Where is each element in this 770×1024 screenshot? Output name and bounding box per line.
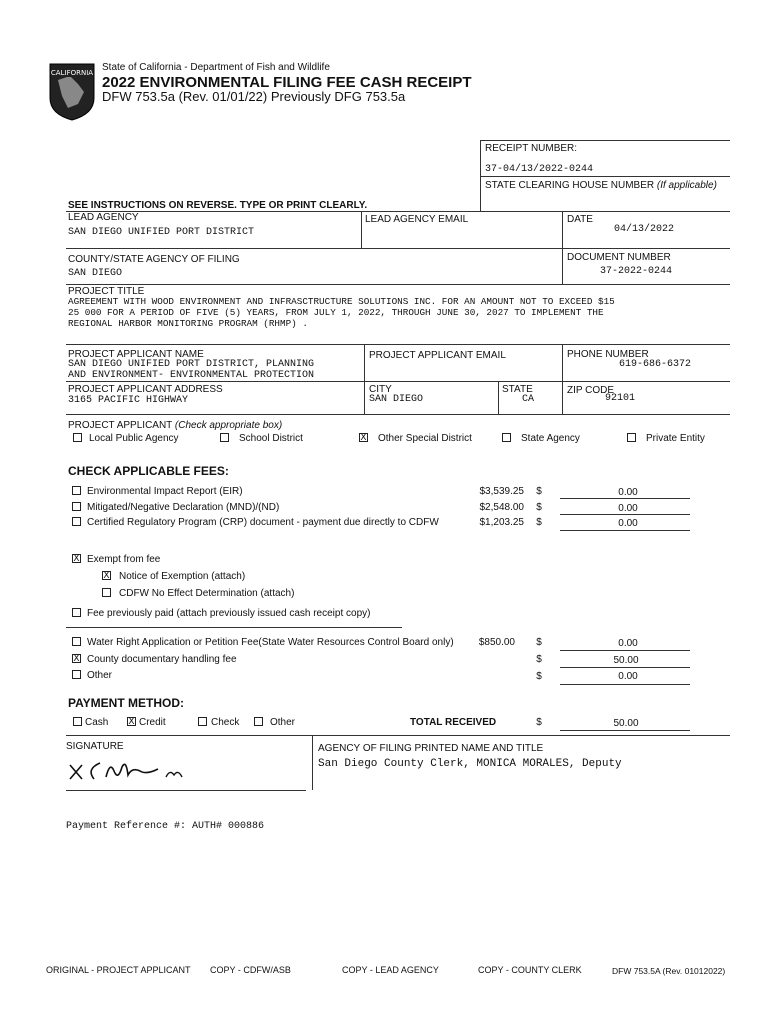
prev-paid-checkbox[interactable] [72, 608, 81, 617]
applicant-address-label: PROJECT APPLICANT ADDRESS [68, 384, 223, 395]
footer-original: ORIGINAL - PROJECT APPLICANT [46, 965, 191, 975]
eir-dollar: $ [536, 486, 542, 497]
agency-filing-label: AGENCY OF FILING PRINTED NAME AND TITLE [318, 743, 544, 754]
project-title-line-1[interactable]: AGREEMENT WITH WOOD ENVIRONMENT AND INFRASCTRUCTURE SOLUTIONS INC. FOR AN AMOUNT NOT TO EXCEED $15 [68, 296, 615, 307]
mnd-label: Mitigated/Negative Declaration (MND)/(ND) [87, 502, 280, 513]
other-payment-checkbox[interactable] [254, 717, 263, 726]
date-label: DATE [567, 214, 593, 225]
eir-value[interactable]: 0.00 [618, 487, 638, 498]
document-number-label: DOCUMENT NUMBER [567, 252, 671, 263]
county-label: COUNTY/STATE AGENCY OF FILING [68, 254, 240, 265]
prev-paid-label: Fee previously paid (attach previously issued cash receipt copy) [87, 608, 371, 619]
state-label: STATE [502, 384, 533, 395]
phone-label: PHONE NUMBER [567, 349, 649, 360]
county-handling-checkbox[interactable]: X [73, 654, 80, 664]
city-label: CITY [369, 384, 392, 395]
other-special-district-checkbox[interactable]: X [360, 433, 367, 443]
county-handling-dollar: $ [536, 654, 542, 665]
credit-checkbox[interactable]: X [128, 717, 135, 727]
water-right-checkbox[interactable] [72, 637, 81, 646]
footer-copy-county: COPY - COUNTY CLERK [478, 965, 582, 975]
crp-value[interactable]: 0.00 [618, 518, 638, 529]
footer-copy-lead: COPY - LEAD AGENCY [342, 965, 439, 975]
total-received-label: TOTAL RECEIVED [410, 717, 497, 728]
total-dollar: $ [536, 717, 542, 728]
local-public-agency-checkbox[interactable] [73, 433, 82, 442]
water-right-dollar: $ [536, 637, 542, 648]
lead-agency-value[interactable]: SAN DIEGO UNIFIED PORT DISTRICT [68, 227, 255, 238]
notice-exemption-label: Notice of Exemption (attach) [119, 571, 246, 582]
check-label: Check [211, 717, 240, 728]
other-fee-checkbox[interactable] [72, 670, 81, 679]
no-effect-label: CDFW No Effect Determination (attach) [119, 588, 295, 599]
receipt-number: 37-04/13/2022-0244 [485, 164, 594, 175]
payment-reference: Payment Reference #: AUTH# 000886 [66, 821, 265, 832]
clearinghouse-label: STATE CLEARING HOUSE NUMBER (If applicable) [485, 180, 717, 191]
agency-filing-value[interactable]: San Diego County Clerk, MONICA MORALES, Deputy [318, 758, 622, 770]
project-title-line-3[interactable]: REGIONAL HARBOR MONITORING PROGRAM (RHMP) . [68, 318, 308, 329]
applicant-address-value[interactable]: 3165 PACIFIC HIGHWAY [68, 395, 189, 406]
crp-amount: $1,203.25 [479, 517, 524, 528]
zip-value[interactable]: 92101 [605, 393, 636, 404]
footer-form-number: DFW 753.5A (Rev. 01012022) [612, 966, 726, 976]
city-value[interactable]: SAN DIEGO [369, 394, 424, 405]
water-right-amount: $850.00 [478, 637, 515, 648]
school-district-label: School District [239, 433, 303, 444]
no-effect-checkbox[interactable] [102, 588, 111, 597]
mnd-amount: $2,548.00 [479, 502, 524, 513]
cash-checkbox[interactable] [73, 717, 82, 726]
payment-heading: PAYMENT METHOD: [68, 696, 185, 710]
crp-dollar: $ [536, 517, 542, 528]
receipt-number-label: RECEIPT NUMBER: [485, 143, 578, 154]
other-payment-label: Other [270, 717, 296, 728]
local-public-agency-label: Local Public Agency [89, 433, 179, 444]
project-title-line-2[interactable]: 25 000 FOR A PERIOD OF FIVE (5) YEARS, FROM JULY 1, 2022, THROUGH JUNE 30, 2027 TO IMPLEMENT THE [68, 307, 604, 318]
private-entity-checkbox[interactable] [627, 433, 636, 442]
applicant-email-label: PROJECT APPLICANT EMAIL [369, 350, 506, 361]
form-subtitle: DFW 753.5a (Rev. 01/01/22) Previously DFG 753.5a [102, 89, 406, 104]
mnd-dollar: $ [536, 502, 542, 513]
mnd-checkbox[interactable] [72, 502, 81, 511]
footer-copy-cdfw: COPY - CDFW/ASB [210, 965, 291, 975]
school-district-checkbox[interactable] [220, 433, 229, 442]
seal-text: CALIFORNIA [50, 69, 94, 77]
eir-checkbox[interactable] [72, 486, 81, 495]
other-special-district-label: Other Special District [378, 433, 472, 444]
total-received-value[interactable]: 50.00 [613, 718, 639, 729]
water-right-value[interactable]: 0.00 [618, 638, 638, 649]
form-title: 2022 ENVIRONMENTAL FILING FEE CASH RECEIPT [102, 74, 472, 91]
county-value[interactable]: SAN DIEGO [68, 268, 123, 279]
phone-value[interactable]: 619-686-6372 [619, 359, 692, 370]
header-agency: State of California - Department of Fish and Wildlife [102, 62, 330, 73]
county-handling-value[interactable]: 50.00 [613, 655, 639, 666]
signature-image [66, 753, 216, 789]
fees-heading: CHECK APPLICABLE FEES: [68, 464, 229, 478]
applicant-name-line-1[interactable]: SAN DIEGO UNIFIED PORT DISTRICT, PLANNING [68, 359, 315, 370]
credit-label: Credit [139, 717, 166, 728]
state-value[interactable]: CA [522, 394, 535, 405]
california-seal-icon [48, 62, 96, 122]
state-agency-label: State Agency [521, 433, 580, 444]
applicant-name-label: PROJECT APPLICANT NAME [68, 349, 204, 360]
state-agency-checkbox[interactable] [502, 433, 511, 442]
mnd-value[interactable]: 0.00 [618, 503, 638, 514]
county-handling-label: County documentary handling fee [87, 654, 237, 665]
private-entity-label: Private Entity [646, 433, 705, 444]
signature-label: SIGNATURE [66, 741, 124, 752]
crp-label: Certified Regulatory Program (CRP) document - payment due directly to CDFW [87, 517, 439, 528]
instructions: SEE INSTRUCTIONS ON REVERSE. TYPE OR PRINT CLEARLY. [68, 200, 368, 211]
exempt-checkbox[interactable]: X [73, 554, 80, 564]
date-value[interactable]: 04/13/2022 [614, 224, 675, 235]
applicant-name-line-2[interactable]: AND ENVIRONMENT- ENVIRONMENTAL PROTECTION [68, 370, 315, 381]
eir-label: Environmental Impact Report (EIR) [87, 486, 243, 497]
crp-checkbox[interactable] [72, 517, 81, 526]
check-checkbox[interactable] [198, 717, 207, 726]
lead-agency-email-label: LEAD AGENCY EMAIL [365, 214, 469, 225]
water-right-label: Water Right Application or Petition Fee(State Water Resources Control Board only) [87, 637, 454, 648]
document-number-value[interactable]: 37-2022-0244 [600, 266, 673, 277]
lead-agency-label: LEAD AGENCY [68, 212, 139, 223]
eir-amount: $3,539.25 [479, 486, 524, 497]
cash-label: Cash [85, 717, 109, 728]
other-fee-label: Other [87, 670, 113, 681]
zip-label: ZIP CODE [567, 385, 615, 396]
project-title-label: PROJECT TITLE [68, 286, 145, 297]
other-fee-dollar: $ [536, 671, 542, 682]
exempt-label: Exempt from fee [87, 554, 161, 565]
other-fee-value[interactable]: 0.00 [618, 671, 638, 682]
notice-exemption-checkbox[interactable]: X [103, 571, 110, 581]
applicant-type-label: PROJECT APPLICANT (Check appropriate box) [68, 420, 283, 431]
